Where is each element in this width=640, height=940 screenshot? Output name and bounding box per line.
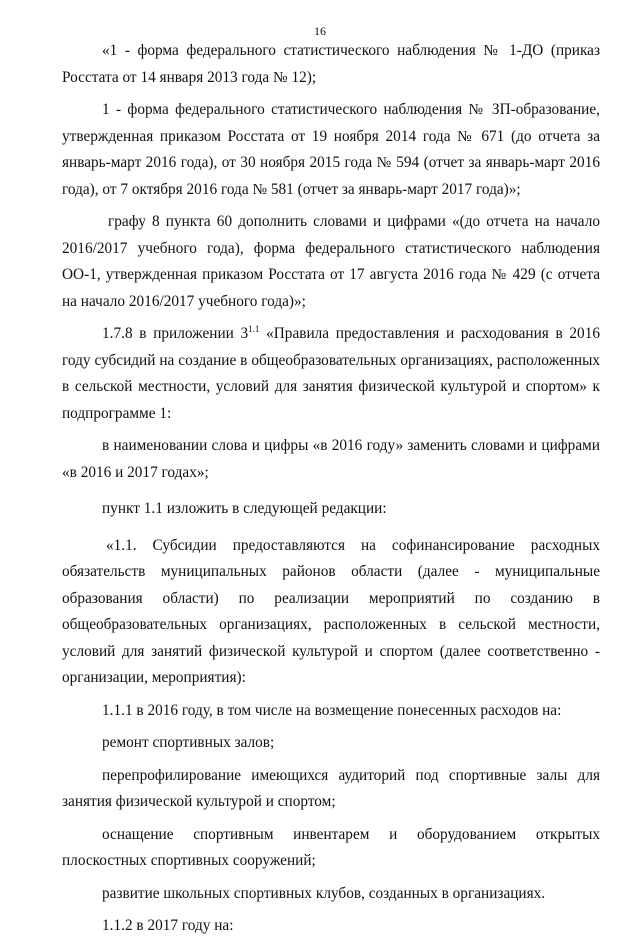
paragraph-item-1-1-intro: пункт 1.1 изложить в следующей редакции: xyxy=(102,500,387,517)
document-body xyxy=(62,38,600,940)
paragraph-title-change: в наименовании слова и цифры «в 2016 году» заменить словами и цифрами «в 2016 и 2017 годах»; xyxy=(62,437,600,481)
paragraph-column-8: графу 8 пункта 60 дополнить словами и цифрами «(до отчета на начало 2016/2017 учебного года), форма федерального статистического наблюдения ОО-1, утвержденная приказом Росстата от 17 августа 2016 года № 429 (с отчета на начало 2016/2017 учебного года)»; xyxy=(62,213,600,310)
list-item-equipment: оснащение спортивным инвентарем и оборудованием открытых плоскостных спортивных сооружений; xyxy=(62,825,600,869)
paragraph-item-1-1: «1.1. Субсидии предоставляются на софинансирование расходных обязательств муниципальных районов области (далее - муниципальные образования области) по реализации мероприятий по созданию в общеобразовательных организациях, расположенных в сельской местности, условий для занятий физической культурой и спортом (далее соответственно - организации, мероприятия): xyxy=(62,536,600,686)
paragraph-appendix-text: «Правила предоставления и расходования в 2016 году субсидий на создание в общеобразовательных организациях, расположенных в сельской местности, условий для занятия физической культурой и спортом» к подпрограмме 1: xyxy=(62,325,600,422)
list-item-room-conversion: перепрофилирование имеющихся аудиторий под спортивные залы для занятия физической культурой и спортом; xyxy=(62,766,600,810)
paragraph-item-1-1-2: 1.1.2 в 2017 году на: xyxy=(102,917,234,934)
list-item-gym-repair: ремонт спортивных залов; xyxy=(102,734,275,751)
paragraph-appendix-rules xyxy=(62,321,600,427)
paragraph-item-1-1-1: 1.1.1 в 2016 году, в том числе на возмещение понесенных расходов на: xyxy=(102,701,562,719)
page-number: 16 xyxy=(314,24,326,38)
appendix-superscript: 1.1 xyxy=(248,323,260,334)
paragraph-form-1do: «1 - форма федерального статистического наблюдения № 1-ДО (приказ Росстата от 14 января 2013 года № 12); xyxy=(62,42,600,86)
paragraph-form-zp: 1 - форма федерального статистического наблюдения № ЗП-образование, утвержденная приказом Росстата от 19 ноября 2014 года № 671 (до отчета за январь-март 2016 года), от 30 ноября 2015 года № 594 (отчет за январь-март 2016 года), от 7 октября 2016 года № 581 (отчет за январь-март 2017 года)»; xyxy=(62,101,600,198)
list-item-sport-clubs: развитие школьных спортивных клубов, созданных в организациях. xyxy=(102,884,546,902)
paragraph-appendix-lead: 1.7.8 в приложении 3 xyxy=(102,325,249,342)
